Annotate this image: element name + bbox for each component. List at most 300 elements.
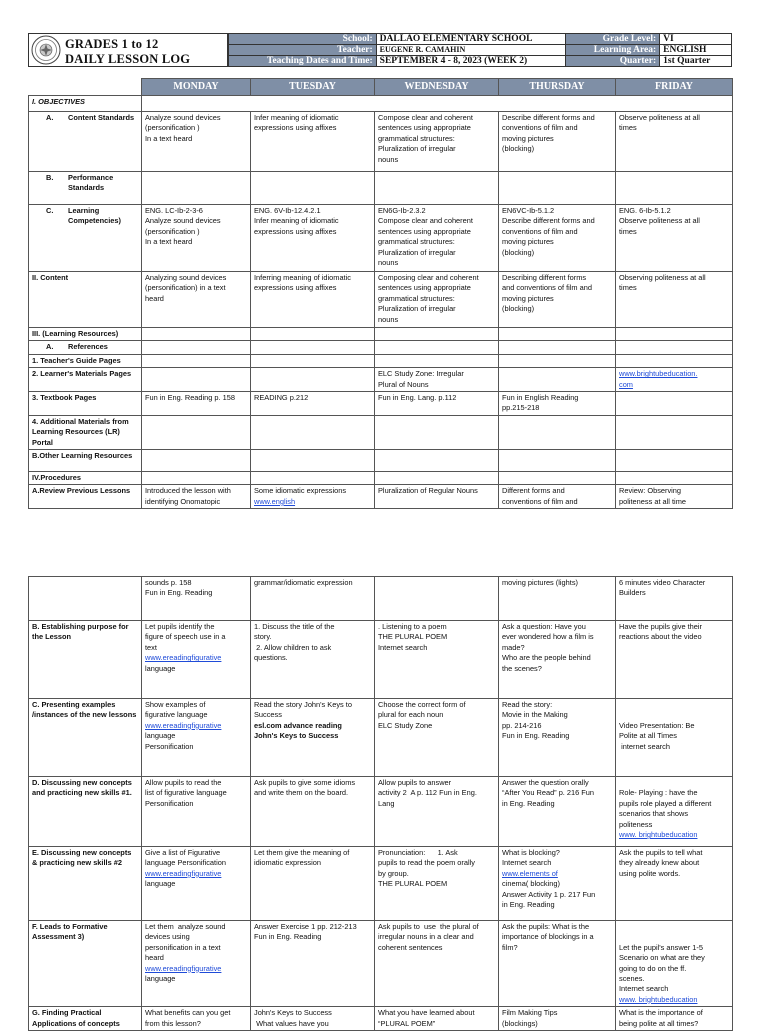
cell-line: Ask the pupils to tell what [619, 848, 703, 857]
content-label: II. Content [29, 272, 142, 328]
performance-wed [375, 172, 499, 205]
cell-line: moving pictures [502, 293, 554, 303]
formative-thu [499, 921, 616, 1007]
discussing2-wed [375, 847, 499, 921]
presenting-wed [375, 699, 499, 777]
review-cont-fri [616, 577, 733, 621]
cell-line: Give a list of Figurative [145, 848, 221, 857]
formative-label: F. Leads to Formative Assessment 3) [29, 921, 142, 1007]
cell-line: nouns [378, 154, 399, 164]
tb-tue [251, 392, 375, 416]
pr-wed [375, 472, 499, 485]
practical-label: G. Finding Practical Applications of concepts [29, 1007, 142, 1031]
cell-line: plural for each noun [378, 710, 444, 720]
content-tue [251, 272, 375, 328]
title-grades: GRADES 1 to 12 [65, 37, 159, 51]
cell-line: by group. [378, 868, 409, 878]
cell-line: THE PLURAL POEM [378, 632, 448, 642]
cell-line: sentences using appropriate [378, 123, 471, 133]
discussing2-label: E. Discussing new concepts & practicing new skills #2 [29, 847, 142, 921]
cell-line: Pluralization of irregular [378, 247, 456, 257]
cell-line: EN6G-Ib-2.3.2 [378, 206, 426, 215]
cell-line: and write them on the board. [254, 788, 349, 798]
discussing2-mon [142, 847, 251, 921]
establishing-fri [616, 621, 733, 699]
cell-line: Scenario on what are they [619, 953, 705, 963]
cell-line: Review: Observing [619, 486, 682, 496]
content-standards-wed [375, 112, 499, 172]
discussing2-tue [251, 847, 375, 921]
title-daily-lesson-log: DAILY LESSON LOG [65, 52, 191, 66]
cell-line: Observing politeness at all [619, 273, 706, 282]
cell-line: scenes. [619, 974, 645, 984]
discussing1-thu [499, 777, 616, 847]
cell-line: Success [254, 710, 282, 720]
cell-line: Read the story: [502, 700, 553, 709]
cell-line: What is blocking? [502, 848, 560, 857]
teacher-value: EUGENE R. CAMAHIN [376, 45, 566, 56]
cell-line: ELC Study Zone: Irregular [378, 369, 464, 379]
school-label: School: [229, 34, 377, 45]
additional-materials-label: 4. Additional Materials from Learning Resources (LR) Portal [29, 415, 142, 449]
cell-line: Composing clear and coherent [378, 273, 479, 282]
cell-line: nouns [378, 314, 399, 324]
practical-thu [499, 1007, 616, 1031]
lesson-grid-upper [28, 78, 733, 509]
pr-mon [142, 472, 251, 485]
cell-line: figurative language [145, 710, 208, 720]
cell-line: being polite at all times? [619, 1018, 699, 1028]
cell-line: Ask a question: Have you [502, 622, 586, 631]
lm-wed [375, 368, 499, 392]
cell-line: Allow pupils to answer [378, 778, 452, 787]
cell-line: heard [145, 293, 164, 303]
cell-line: (blocking) [502, 144, 535, 154]
cell-line: Allow pupils to read the [145, 778, 222, 787]
cell-link[interactable]: www.elements of [502, 868, 558, 878]
review-cont-label [29, 577, 142, 621]
formative-mon [142, 921, 251, 1007]
presenting-thu [499, 699, 616, 777]
cell-line: (personification) in a text [145, 283, 226, 293]
learners-materials-label: 2. Learner's Materials Pages [29, 368, 142, 392]
day-header-thursday: THURSDAY [499, 79, 616, 96]
cell-line: nouns [378, 258, 399, 268]
cell-line [619, 922, 729, 932]
cell-line: What benefits can you get [145, 1008, 231, 1018]
cell-line: Answer the question orally [502, 778, 589, 787]
cell-line: Lang [378, 798, 395, 808]
cell-link[interactable]: www.ereadingfigurative [145, 868, 222, 878]
cell-line: Compose clear and coherent [378, 113, 473, 122]
content-standards-fri [616, 112, 733, 172]
cell-line: Ask pupils to use the plural of [378, 922, 479, 931]
cell-line: Fun in English Reading [502, 393, 579, 403]
cell-line [378, 578, 495, 588]
cell-line: identifying Onomatopic [145, 496, 221, 506]
quarter-label: Quarter: [566, 56, 660, 67]
cell-line: EN6VC-Ib-5.1.2 [502, 206, 555, 215]
tb-thu [499, 392, 616, 416]
cell-link[interactable]: www.english [254, 496, 296, 506]
cell-line: Let the pupil's answer 1-5 [619, 942, 703, 952]
references-mon [142, 341, 251, 354]
practical-fri [616, 1007, 733, 1031]
cell-line: 1. Discuss the title of the [254, 622, 335, 631]
cell-link[interactable]: com [619, 379, 633, 389]
or-mon [142, 450, 251, 472]
am-mon [142, 415, 251, 449]
content-standards-tue [251, 112, 375, 172]
content-mon [142, 272, 251, 328]
cell-line: Let pupils identify the [145, 622, 215, 631]
cell-line: expressions using affixes [254, 123, 337, 133]
cell-line: going to do on the ff. [619, 963, 687, 973]
cell-line: Builders [619, 588, 646, 598]
formative-wed [375, 921, 499, 1007]
review-wed [375, 485, 499, 509]
cell-line: irregular nouns in a clear and [378, 932, 474, 942]
header-meta-table [228, 33, 732, 67]
review-thu [499, 485, 616, 509]
cell-line: made? [502, 642, 525, 652]
references-label: A. References [29, 341, 142, 354]
cell-line: Choose the correct form of [378, 700, 466, 709]
cell-line: (personification ) [145, 123, 200, 133]
cell-line: ever wondered how a film is [502, 632, 594, 642]
cell-link[interactable]: www. brightubeducation [619, 994, 698, 1004]
references-thu [499, 341, 616, 354]
performance-standards-label: B. Performance Standards [29, 172, 142, 205]
textbook-pages-label: 3. Textbook Pages [29, 392, 142, 416]
cell-line: conventions of film and [502, 226, 578, 236]
cell-line: What is the importance of [619, 1008, 703, 1018]
cell-line: in Eng. Reading [502, 900, 555, 910]
cell-line: Answer Activity 1 p. 217 Fun [502, 889, 596, 899]
lm-thu [499, 368, 616, 392]
cell-line: Describe different forms and [502, 216, 595, 226]
cell-line: “After You Read” p. 216 Fun [502, 788, 595, 798]
establishing-thu [499, 621, 616, 699]
or-wed [375, 450, 499, 472]
corner-blank [29, 79, 142, 96]
cell-line: “PLURAL POEM” [378, 1018, 436, 1028]
tb-wed [375, 392, 499, 416]
presenting-tue [251, 699, 375, 777]
cell-line: John's Keys to Success [254, 731, 339, 741]
tg-fri [616, 354, 733, 367]
cell-line: Fun in Eng. Lang. p.112 [378, 393, 457, 403]
dll-header [28, 33, 732, 69]
cell-line: Ask the pupils: What is the [502, 922, 590, 931]
cell-link[interactable]: www.brightubeducation. [619, 369, 698, 379]
cell-line: devices using [145, 932, 190, 942]
cell-line: list of figurative language [145, 788, 227, 798]
cell-line: Compose clear and coherent [378, 216, 473, 226]
cell-line: times [619, 123, 637, 133]
area-label: Learning Area: [566, 45, 660, 56]
cell-line: language [145, 731, 176, 741]
lm-mon [142, 368, 251, 392]
tg-mon [142, 354, 251, 367]
discussing1-fri [616, 777, 733, 847]
lm-fri-link[interactable] [616, 368, 733, 392]
am-wed [375, 415, 499, 449]
resources-fri [616, 328, 733, 341]
cell-link[interactable]: www.ereadingfigurative [145, 720, 222, 730]
competencies-tue [251, 205, 375, 272]
review-cont-tue [251, 577, 375, 621]
cell-line: Pronunciation: 1. Ask [378, 848, 458, 857]
cell-line: THE PLURAL POEM [378, 879, 448, 889]
cell-line: Who are the people behind [502, 653, 591, 663]
cell-line: Polite at all Times [619, 731, 677, 741]
references-wed [375, 341, 499, 354]
tg-thu [499, 354, 616, 367]
cell-line: esl.com advance reading [254, 720, 342, 730]
cell-line: pp.215-218 [502, 403, 540, 413]
cell-line: sentences using appropriate [378, 283, 471, 293]
discussing1-label: D. Discussing new concepts and practicing new skills #1. [29, 777, 142, 847]
resources-tue [251, 328, 375, 341]
cell-line: (blocking) [502, 247, 535, 257]
cell-line: ENG. 6V-Ib-12.4.2.1 [254, 206, 321, 215]
am-fri [616, 415, 733, 449]
discussing2-fri [616, 847, 733, 921]
cell-line: Fun in Eng. Reading [502, 731, 570, 741]
performance-fri [616, 172, 733, 205]
cell-line: sounds p. 158 [145, 578, 192, 587]
teachers-guide-label: 1. Teacher's Guide Pages [29, 354, 142, 367]
cell-line: Let them analyze sound [145, 922, 226, 931]
cell-line: language Personification [145, 858, 226, 868]
cell-line: ELC Study Zone [378, 720, 433, 730]
cell-line: Personification [145, 741, 194, 751]
cell-line: Observe politeness at all [619, 113, 700, 122]
cell-line: Pluralization of irregular [378, 144, 456, 154]
day-header-monday: MONDAY [142, 79, 251, 96]
cell-line: Analyze sound devices [145, 113, 221, 122]
cell-line: language [145, 879, 176, 889]
objectives-label: I. OBJECTIVES [29, 96, 142, 112]
cell-line: 2. Allow children to ask [254, 642, 332, 652]
area-value: ENGLISH [660, 45, 732, 56]
cell-line: the scenes? [502, 663, 542, 673]
cell-line: language [145, 663, 176, 673]
presenting-fri [616, 699, 733, 777]
cell-line: Plural of Nouns [378, 379, 429, 389]
cell-line: In a text heard [145, 237, 193, 247]
discussing1-wed [375, 777, 499, 847]
am-thu [499, 415, 616, 449]
resources-label: III. (Learning Resources) [29, 328, 142, 341]
review-mon [142, 485, 251, 509]
cell-line: Read the story John's Keys to [254, 700, 352, 709]
cell-line: questions. [254, 653, 288, 663]
cell-link[interactable]: www.ereadingfigurative [145, 963, 222, 973]
day-header-wednesday: WEDNESDAY [375, 79, 499, 96]
cell-line [619, 393, 729, 403]
procedures-label: IV.Procedures [29, 472, 142, 485]
tb-fri [616, 392, 733, 416]
cell-line: Infer meaning of idiomatic [254, 216, 339, 226]
cell-line: Ask pupils to give some idioms [254, 778, 356, 787]
content-thu [499, 272, 616, 328]
cell-line: politeness at all time [619, 496, 686, 506]
cell-line: they already knew about [619, 858, 700, 868]
grade-value: VI [660, 34, 732, 45]
content-standards-thu [499, 112, 616, 172]
competencies-wed [375, 205, 499, 272]
cell-line: Fun in Eng. Reading [145, 588, 213, 598]
dates-value: SEPTEMBER 4 - 8, 2023 (WEEK 2) [376, 56, 566, 67]
cell-line: reactions about the video [619, 632, 702, 642]
review-fri [616, 485, 733, 509]
cell-line: moving pictures [502, 237, 554, 247]
cell-line: Fun in Eng. Reading [254, 932, 322, 942]
cell-line: from this lesson? [145, 1018, 201, 1028]
cell-line: Let them give the meaning of [254, 848, 350, 857]
cell-line: Describing different forms [502, 273, 587, 282]
discussing2-thu [499, 847, 616, 921]
cell-line: Describe different forms and [502, 113, 595, 122]
cell-line: In a text heard [145, 133, 193, 143]
formative-tue [251, 921, 375, 1007]
practical-tue [251, 1007, 375, 1031]
cell-line: (personification ) [145, 226, 200, 236]
other-resources-label: B.Other Learning Resources [29, 450, 142, 472]
cell-line: cinema( blocking) [502, 879, 560, 889]
tb-mon [142, 392, 251, 416]
content-wed [375, 272, 499, 328]
review-cont-thu [499, 577, 616, 621]
cell-line: grammatical structures: [378, 237, 455, 247]
am-tue [251, 415, 375, 449]
cell-line: grammatical structures: [378, 133, 455, 143]
cell-line: Pluralization of Regular Nouns [378, 486, 478, 496]
day-header-tuesday: TUESDAY [251, 79, 375, 96]
pr-thu [499, 472, 616, 485]
quarter-value: 1st Quarter [660, 56, 732, 67]
cell-line: idiomatic expression [254, 858, 321, 868]
learning-competencies-label: C. Learning Competencies) [29, 205, 142, 272]
lm-tue [251, 368, 375, 392]
cell-line [619, 700, 729, 710]
cell-line: Fun in Eng. Reading p. 158 [145, 393, 235, 403]
cell-line: heard [145, 953, 164, 963]
cell-line: grammatical structures: [378, 293, 455, 303]
cell-line: (blockings) [502, 1018, 538, 1028]
establishing-mon [142, 621, 251, 699]
cell-line: using polite words. [619, 868, 681, 878]
cell-line: story. [254, 632, 272, 642]
day-header-friday: FRIDAY [616, 79, 733, 96]
cell-line: Internet search [619, 984, 669, 994]
cell-line: Pluralization of irregular [378, 304, 456, 314]
cell-line: Personification [145, 798, 194, 808]
cell-line: sentences using appropriate [378, 226, 471, 236]
cell-line: times [619, 226, 637, 236]
cell-line: expressions using affixes [254, 283, 337, 293]
cell-line: grammar/idiomatic expression [254, 578, 353, 587]
or-tue [251, 450, 375, 472]
cell-line: Analyze sound devices [145, 216, 221, 226]
lesson-grid-lower [28, 576, 733, 1031]
discussing1-tue [251, 777, 375, 847]
cell-line: politeness [619, 819, 653, 829]
cell-line: internet search [619, 741, 670, 751]
establishing-label: B. Establishing purpose for the Lesson [29, 621, 142, 699]
cell-line: . Listening to a poem [378, 622, 447, 631]
cell-line: Show examples of [145, 700, 206, 709]
cell-line: conventions of film and [502, 496, 578, 506]
cell-line: activity 2 A p. 112 Fun in Eng. [378, 788, 477, 798]
cell-link[interactable]: www. brightubeducation [619, 830, 698, 840]
review-cont-wed [375, 577, 499, 621]
review-label: A.Review Previous Lessons [29, 485, 142, 509]
review-cont-mon [142, 577, 251, 621]
cell-line: Internet search [378, 642, 428, 652]
cell-line: Analyzing sound devices [145, 273, 227, 282]
cell-line: and conventions of film and [502, 283, 592, 293]
cell-line: ENG. LC-Ib-2-3-6 [145, 206, 203, 215]
cell-line: (blocking) [502, 304, 535, 314]
tg-wed [375, 354, 499, 367]
cell-line: Film Making Tips [502, 1008, 558, 1018]
school-value: DALLAO ELEMENTARY SCHOOL [376, 34, 566, 45]
cell-line: scenarios that shows [619, 809, 689, 819]
cell-line: pupils to read the poem orally [378, 858, 475, 868]
competencies-thu [499, 205, 616, 272]
pr-tue [251, 472, 375, 485]
cell-line: text [145, 642, 157, 652]
resources-thu [499, 328, 616, 341]
cell-line: pupils role played a different [619, 798, 712, 808]
cell-line: times [619, 283, 637, 293]
cell-link[interactable]: www.ereadingfigurative [145, 653, 222, 663]
cell-line: Role- Playing : have the [619, 788, 698, 798]
cell-line [619, 932, 729, 942]
cell-line: pp. 214-216 [502, 720, 542, 730]
cell-line: Internet search [502, 858, 552, 868]
tg-tue [251, 354, 375, 367]
cell-line: importance of blockings in a [502, 932, 594, 942]
cell-line: READING p.212 [254, 393, 309, 403]
cell-line: Infer meaning of idiomatic [254, 113, 339, 122]
or-fri [616, 450, 733, 472]
establishing-tue [251, 621, 375, 699]
practical-wed [375, 1007, 499, 1031]
teacher-label: Teacher: [229, 45, 377, 56]
resources-mon [142, 328, 251, 341]
cell-line: What you have learned about [378, 1008, 475, 1018]
cell-line: Introduced the lesson with [145, 486, 231, 496]
or-thu [499, 450, 616, 472]
establishing-wed [375, 621, 499, 699]
cell-line: in Eng. Reading [502, 798, 555, 808]
performance-tue [251, 172, 375, 205]
formative-fri [616, 921, 733, 1007]
presenting-mon [142, 699, 251, 777]
resources-wed [375, 328, 499, 341]
competencies-mon [142, 205, 251, 272]
pr-fri [616, 472, 733, 485]
cell-line: Video Presentation: Be [619, 720, 695, 730]
content-standards-label: A. Content Standards [29, 112, 142, 172]
presenting-label: C. Presenting examples /instances of the new lessons [29, 699, 142, 777]
cell-line: conventions of film and [502, 123, 578, 133]
cell-line: Some idiomatic expressions [254, 486, 347, 496]
